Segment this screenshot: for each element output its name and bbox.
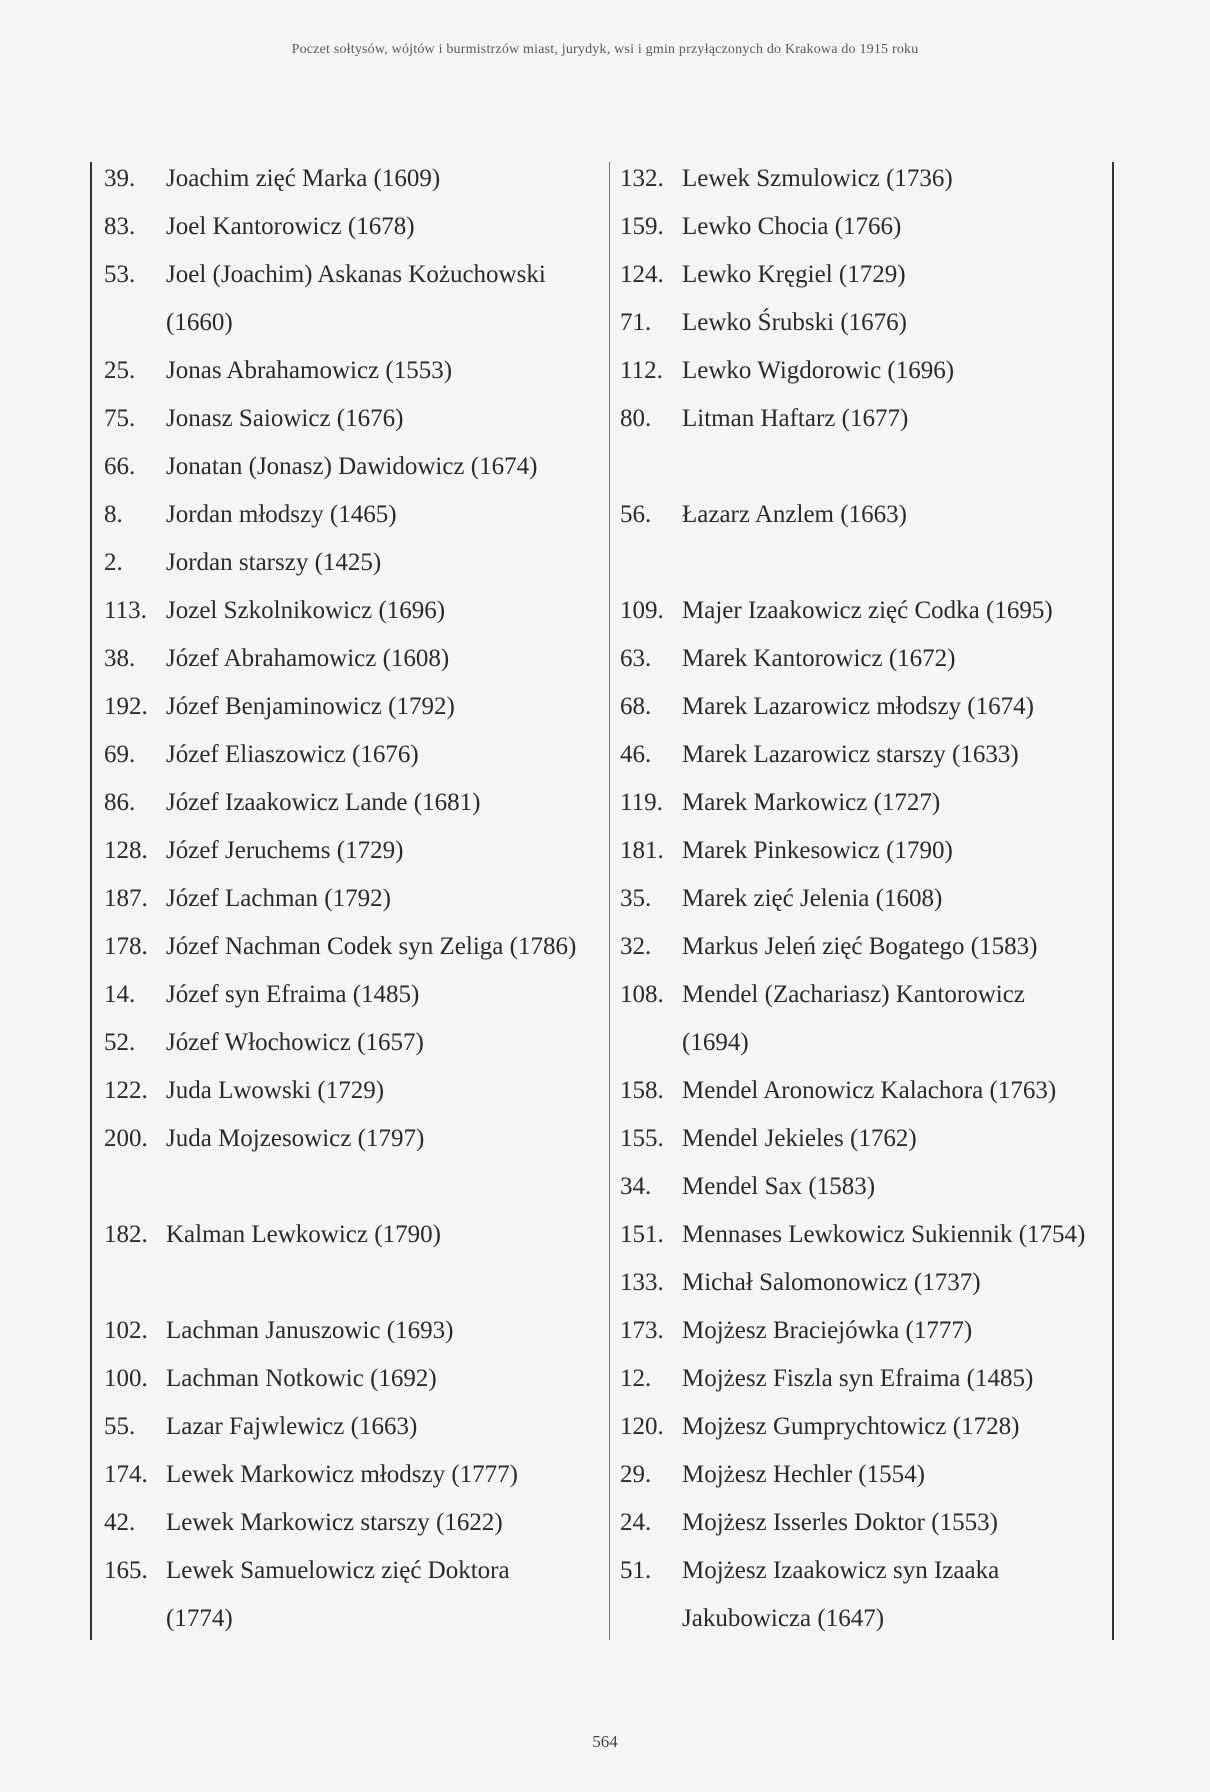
entry-number: 165. (104, 1557, 148, 1584)
entry-name: Lachman Notkowic (1692) (166, 1365, 437, 1392)
list-item (620, 395, 1120, 443)
entry-number: 128. (104, 837, 148, 864)
entry-number: 100. (104, 1365, 148, 1392)
entry-name: Lewek Szmulowicz (1736) (682, 165, 953, 192)
entry-number (104, 1595, 166, 1643)
entry-name: Marek Markowicz (1727) (682, 789, 941, 816)
entry-number: 55. (104, 1413, 136, 1440)
entry-number: 187. (104, 885, 148, 912)
list-item (620, 587, 1120, 635)
entry-name: Mendel Jekieles (1762) (682, 1125, 917, 1152)
entry-name: Józef Izaakowicz Lande (1681) (166, 789, 481, 816)
entry-number: 69. (104, 741, 136, 768)
entry-number: 66. (104, 453, 136, 480)
list-item (104, 395, 604, 443)
list-item (104, 299, 604, 347)
list-item (620, 1547, 1120, 1595)
entry-number: 39. (104, 165, 136, 192)
entry-name: Marek Lazarowicz młodszy (1674) (682, 693, 1034, 720)
entry-number (104, 299, 166, 347)
list-item (104, 155, 604, 203)
entry-number: 174. (104, 1461, 148, 1488)
list-item (104, 491, 604, 539)
entry-name: (1694) (682, 1029, 749, 1056)
entry-number: 29. (620, 1461, 652, 1488)
list-item (620, 1595, 1120, 1643)
list-item (104, 1499, 604, 1547)
entry-name: Mojżesz Gumprychtowicz (1728) (682, 1413, 1020, 1440)
entry-number: 32. (620, 933, 652, 960)
entry-number: 159. (620, 213, 664, 240)
list-item (620, 779, 1120, 827)
entry-number: 158. (620, 1077, 664, 1104)
entry-name: Mojżesz Fiszla syn Efraima (1485) (682, 1365, 1034, 1392)
list-item (620, 827, 1120, 875)
entry-name: Joel Kantorowicz (1678) (166, 213, 415, 240)
entry-name: Jonatan (Jonasz) Dawidowicz (1674) (166, 453, 538, 480)
entry-name: Mendel Sax (1583) (682, 1173, 876, 1200)
list-item (620, 251, 1120, 299)
entry-number: 86. (104, 789, 136, 816)
entry-number: 108. (620, 981, 664, 1008)
entry-number: 63. (620, 645, 652, 672)
list-item (104, 1547, 604, 1595)
entry-number: 112. (620, 357, 663, 384)
entry-number: 8. (104, 501, 123, 528)
entry-number: 35. (620, 885, 652, 912)
entry-number: 56. (620, 501, 652, 528)
list-item (620, 491, 1120, 539)
entry-name: Józef Jeruchems (1729) (166, 837, 404, 864)
left-column (104, 155, 604, 1643)
list-item (104, 443, 604, 491)
entry-number: 109. (620, 597, 664, 624)
entry-number: 151. (620, 1221, 664, 1248)
entry-name: Mojżesz Hechler (1554) (682, 1461, 925, 1488)
list-item (104, 827, 604, 875)
list-item (104, 203, 604, 251)
list-item (104, 1403, 604, 1451)
entry-name: Józef Benjaminowicz (1792) (166, 693, 455, 720)
column-divider (609, 162, 610, 1640)
list-item (104, 1019, 604, 1067)
entry-name: Mendel Aronowicz Kalachora (1763) (682, 1077, 1057, 1104)
page-number: 564 (592, 1732, 618, 1751)
entry-number: 182. (104, 1221, 148, 1248)
entry-gap (104, 1163, 604, 1211)
entry-name: Jozel Szkolnikowicz (1696) (166, 597, 446, 624)
list-item (104, 875, 604, 923)
entry-number: 124. (620, 261, 664, 288)
list-item (620, 1019, 1120, 1067)
running-header: Poczet sołtysów, wójtów i burmistrzów miast, jurydyk, wsi i gmin przyłączonych do Krakowa do 1915 roku (291, 42, 919, 57)
list-item (620, 155, 1120, 203)
list-item (104, 1115, 604, 1163)
entry-number: 38. (104, 645, 136, 672)
entry-number: 113. (104, 597, 147, 624)
list-item (620, 299, 1120, 347)
list-item (104, 635, 604, 683)
entry-name: Marek zięć Jelenia (1608) (682, 885, 943, 912)
entry-name: Kalman Lewkowicz (1790) (166, 1221, 441, 1248)
entry-name: Józef Eliaszowicz (1676) (166, 741, 419, 768)
entry-name: Michał Salomonowicz (1737) (682, 1269, 981, 1296)
entry-number (620, 1595, 682, 1643)
entry-number: 83. (104, 213, 136, 240)
entry-name: Lewek Markowicz młodszy (1777) (166, 1461, 518, 1488)
list-item (620, 635, 1120, 683)
list-item (620, 875, 1120, 923)
entry-number: 102. (104, 1317, 148, 1344)
entry-name: Marek Kantorowicz (1672) (682, 645, 956, 672)
entry-name: Jordan młodszy (1465) (166, 501, 397, 528)
list-item (104, 1451, 604, 1499)
entry-number: 173. (620, 1317, 664, 1344)
list-item (620, 1355, 1120, 1403)
list-item (104, 1211, 604, 1259)
entry-number: 34. (620, 1173, 652, 1200)
entry-number: 133. (620, 1269, 664, 1296)
left-border-line (90, 162, 92, 1640)
entry-name: Lazar Fajwlewicz (1663) (166, 1413, 418, 1440)
entry-number: 155. (620, 1125, 664, 1152)
list-item (620, 1307, 1120, 1355)
entry-name: Jonas Abrahamowicz (1553) (166, 357, 453, 384)
entry-name: Mojżesz Braciejówka (1777) (682, 1317, 973, 1344)
entry-name: Józef syn Efraima (1485) (166, 981, 420, 1008)
entry-name: Lachman Januszowic (1693) (166, 1317, 454, 1344)
entry-name: Józef Włochowicz (1657) (166, 1029, 424, 1056)
entry-name: Jordan starszy (1425) (166, 549, 382, 576)
list-item (620, 731, 1120, 779)
list-item (620, 1259, 1120, 1307)
entry-number: 119. (620, 789, 663, 816)
entry-name: Juda Lwowski (1729) (166, 1077, 385, 1104)
entry-name: Litman Haftarz (1677) (682, 405, 909, 432)
entry-name: Jakubowicza (1647) (682, 1605, 885, 1632)
entry-name: Marek Pinkesowicz (1790) (682, 837, 953, 864)
entry-number: 120. (620, 1413, 664, 1440)
entry-name: (1660) (166, 309, 233, 336)
entry-name: Józef Nachman Codek syn Zeliga (1786) (166, 933, 577, 960)
entry-number: 192. (104, 693, 148, 720)
entry-number (620, 1019, 682, 1067)
list-item (104, 923, 604, 971)
list-item (620, 1067, 1120, 1115)
entry-number: 80. (620, 405, 652, 432)
entry-name: Lewko Chocia (1766) (682, 213, 902, 240)
list-item (104, 1355, 604, 1403)
entry-name: Lewek Samuelowicz zięć Doktora (166, 1557, 510, 1584)
list-item (620, 683, 1120, 731)
entry-number: 46. (620, 741, 652, 768)
entry-number: 181. (620, 837, 664, 864)
entry-number: 2. (104, 549, 123, 576)
entry-number: 24. (620, 1509, 652, 1536)
entry-name: Majer Izaakowicz zięć Codka (1695) (682, 597, 1053, 624)
entry-gap (620, 443, 1120, 491)
entry-name: Joel (Joachim) Askanas Kożuchowski (166, 261, 546, 288)
entry-name: Lewko Śrubski (1676) (682, 309, 907, 336)
entry-name: Lewek Markowicz starszy (1622) (166, 1509, 503, 1536)
entry-name: Jonasz Saiowicz (1676) (166, 405, 404, 432)
list-item (104, 683, 604, 731)
entry-name: Mennases Lewkowicz Sukiennik (1754) (682, 1221, 1086, 1248)
entry-name: Józef Lachman (1792) (166, 885, 391, 912)
entry-name: Lewko Kręgiel (1729) (682, 261, 906, 288)
entry-name: Mojżesz Isserles Doktor (1553) (682, 1509, 998, 1536)
list-item (620, 923, 1120, 971)
entry-number: 200. (104, 1125, 148, 1152)
list-item (104, 1307, 604, 1355)
entry-number: 25. (104, 357, 136, 384)
entry-number: 71. (620, 309, 652, 336)
entry-number: 12. (620, 1365, 652, 1392)
entry-number: 14. (104, 981, 136, 1008)
entry-name: Joachim zięć Marka (1609) (166, 165, 441, 192)
entry-number: 53. (104, 261, 136, 288)
list-item (104, 1595, 604, 1643)
list-item (620, 1499, 1120, 1547)
entry-name: Łazarz Anzlem (1663) (682, 501, 907, 528)
entry-name: Markus Jeleń zięć Bogatego (1583) (682, 933, 1038, 960)
entry-number: 122. (104, 1077, 148, 1104)
entry-name: Marek Lazarowicz starszy (1633) (682, 741, 1019, 768)
entry-name: Mojżesz Izaakowicz syn Izaaka (682, 1557, 1000, 1584)
entry-number: 68. (620, 693, 652, 720)
entry-name: Józef Abrahamowicz (1608) (166, 645, 450, 672)
list-item (620, 971, 1120, 1019)
entry-number: 42. (104, 1509, 136, 1536)
list-item (620, 203, 1120, 251)
entry-name: Juda Mojzesowicz (1797) (166, 1125, 425, 1152)
list-item (620, 1211, 1120, 1259)
entry-number: 132. (620, 165, 664, 192)
list-item (104, 251, 604, 299)
entry-number: 75. (104, 405, 136, 432)
entry-name: (1774) (166, 1605, 233, 1632)
entry-number: 52. (104, 1029, 136, 1056)
right-column (620, 155, 1120, 1643)
entry-gap (104, 1259, 604, 1307)
list-item (620, 1451, 1120, 1499)
list-item (104, 539, 604, 587)
list-item (104, 779, 604, 827)
entry-gap (620, 539, 1120, 587)
entry-name: Lewko Wigdorowic (1696) (682, 357, 955, 384)
list-item (620, 1163, 1120, 1211)
list-item (104, 1067, 604, 1115)
list-item (620, 347, 1120, 395)
list-item (620, 1403, 1120, 1451)
entry-name: Mendel (Zachariasz) Kantorowicz (682, 981, 1025, 1008)
list-item (104, 971, 604, 1019)
entry-number: 51. (620, 1557, 652, 1584)
list-item (620, 1115, 1120, 1163)
list-item (104, 587, 604, 635)
entry-number: 178. (104, 933, 148, 960)
list-item (104, 731, 604, 779)
list-item (104, 347, 604, 395)
